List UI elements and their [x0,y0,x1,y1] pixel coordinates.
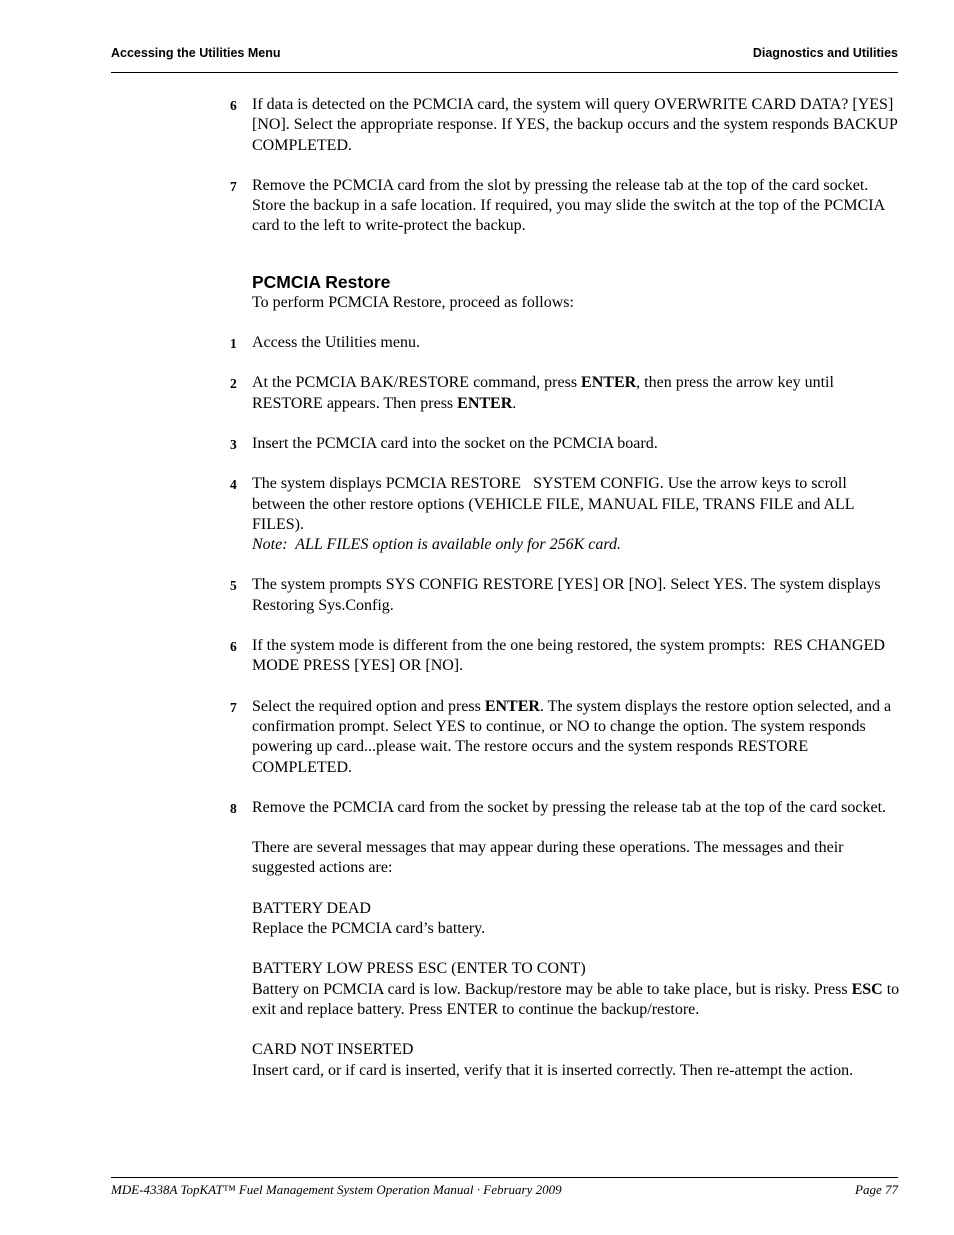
step-6-backup [230,95,902,156]
section-heading: PCMCIA Restore [252,271,391,292]
step-text: Remove the PCMCIA card from the slot by pressing the release tab at the top of the card socket. Store the backup in a safe location. If required, you may slide the switch at the top of the PCMCIA card to the left to write-protect the backup. [252,176,885,235]
restore-step-5 [230,575,902,616]
step-number: 1 [230,336,237,352]
step-text: Remove the PCMCIA card from the socket by pressing the release tab at the top of the card socket. [252,798,887,816]
step-text: The system prompts SYS CONFIG RESTORE [YES] OR [NO]. Select YES. The system displays Restoring Sys.Config. [252,576,881,614]
footer-document-title: MDE-4338A TopKAT™ Fuel Management System Operation Manual · February 2009 [111,1182,562,1197]
step-text [252,373,902,414]
key-name: ESC [851,980,883,998]
page-footer [111,1177,898,1197]
page-header [111,46,898,73]
restore-step-8 [230,798,902,818]
key-name: ENTER [484,697,540,715]
step-text: The system displays PCMCIA RESTORE SYSTEM CONFIG. Use the arrow keys to scroll between the other restore options (VEHICLE FILE, MANUAL FILE, TRANS FILE and ALL FILES). [252,475,858,533]
step-text: If the system mode is different from the one being restored, the system prompts: RES CHANGED MODE PRESS [YES] OR [NO]. [252,637,889,675]
step-number: 5 [230,578,237,594]
step-text [252,697,902,778]
text-run: . [512,394,517,412]
section-intro: To perform PCMCIA Restore, proceed as follows: [252,293,574,311]
step-number: 6 [230,639,237,655]
message-description [252,980,902,1021]
step-text: If data is detected on the PCMCIA card, the system will query OVERWRITE CARD DATA? [YES] [NO]. Select the appropriate response. If YES, the backup occurs and the system responds BACKUP COMPLETED. [252,96,898,154]
step-number: 4 [230,477,237,493]
message-card-not-inserted [252,1040,902,1081]
restore-step-1 [230,333,902,353]
message-title: BATTERY LOW PRESS ESC (ENTER TO CONT) [252,960,586,978]
message-battery-low [252,959,902,1020]
step-number: 7 [230,178,237,194]
step-note: Note: ALL FILES option is available only for 256K card. [252,536,622,554]
key-name: ENTER [457,394,513,412]
text-run: Battery on PCMCIA card is low. Backup/restore may be able to take place, but is risky. Press [252,980,852,998]
step-number: 2 [230,376,237,392]
messages-intro: There are several messages that may appear during these operations. The messages and their suggested actions are: [252,839,844,877]
key-name: ENTER [581,374,637,392]
step-number: 7 [230,699,237,715]
restore-step-3 [230,434,902,454]
step-text: Access the Utilities menu. [252,334,420,352]
text-run: , then press the arrow key until RESTORE appears. Then press [252,374,834,412]
step-7-backup [230,176,902,237]
header-chapter-title: Diagnostics and Utilities [752,46,898,60]
message-description: Replace the PCMCIA card’s battery. [252,920,486,938]
step-text: Insert the PCMCIA card into the socket on the PCMCIA board. [252,434,658,452]
step-number: 8 [230,800,237,816]
restore-step-7 [230,697,902,778]
text-run: At the PCMCIA BAK/RESTORE command, press [252,374,582,392]
restore-step-2 [230,373,902,414]
step-number: 6 [230,98,237,113]
message-battery-dead [252,899,902,940]
restore-step-6 [230,636,902,677]
header-section-title: Accessing the Utilities Menu [111,46,281,60]
message-title: BATTERY DEAD [252,899,371,917]
page-content [230,95,902,1101]
message-title: CARD NOT INSERTED [252,1041,414,1059]
step-number: 3 [230,436,237,452]
message-description: Insert card, or if card is inserted, verify that it is inserted correctly. Then re-attempt the action. [252,1061,854,1079]
footer-page-number: Page 77 [855,1182,898,1197]
restore-step-4 [230,474,902,555]
text-run: Select the required option and press [252,697,485,715]
text-run: . The system displays the restore option selected, and a confirmation prompt. Select YES to continue, or NO to change the option. The system responds powering up card...please wait. The restore occurs and the system responds RESTORE COMPLETED. [252,697,892,776]
text-run: to exit and replace battery. Press ENTER to continue the backup/restore. [252,980,900,1018]
